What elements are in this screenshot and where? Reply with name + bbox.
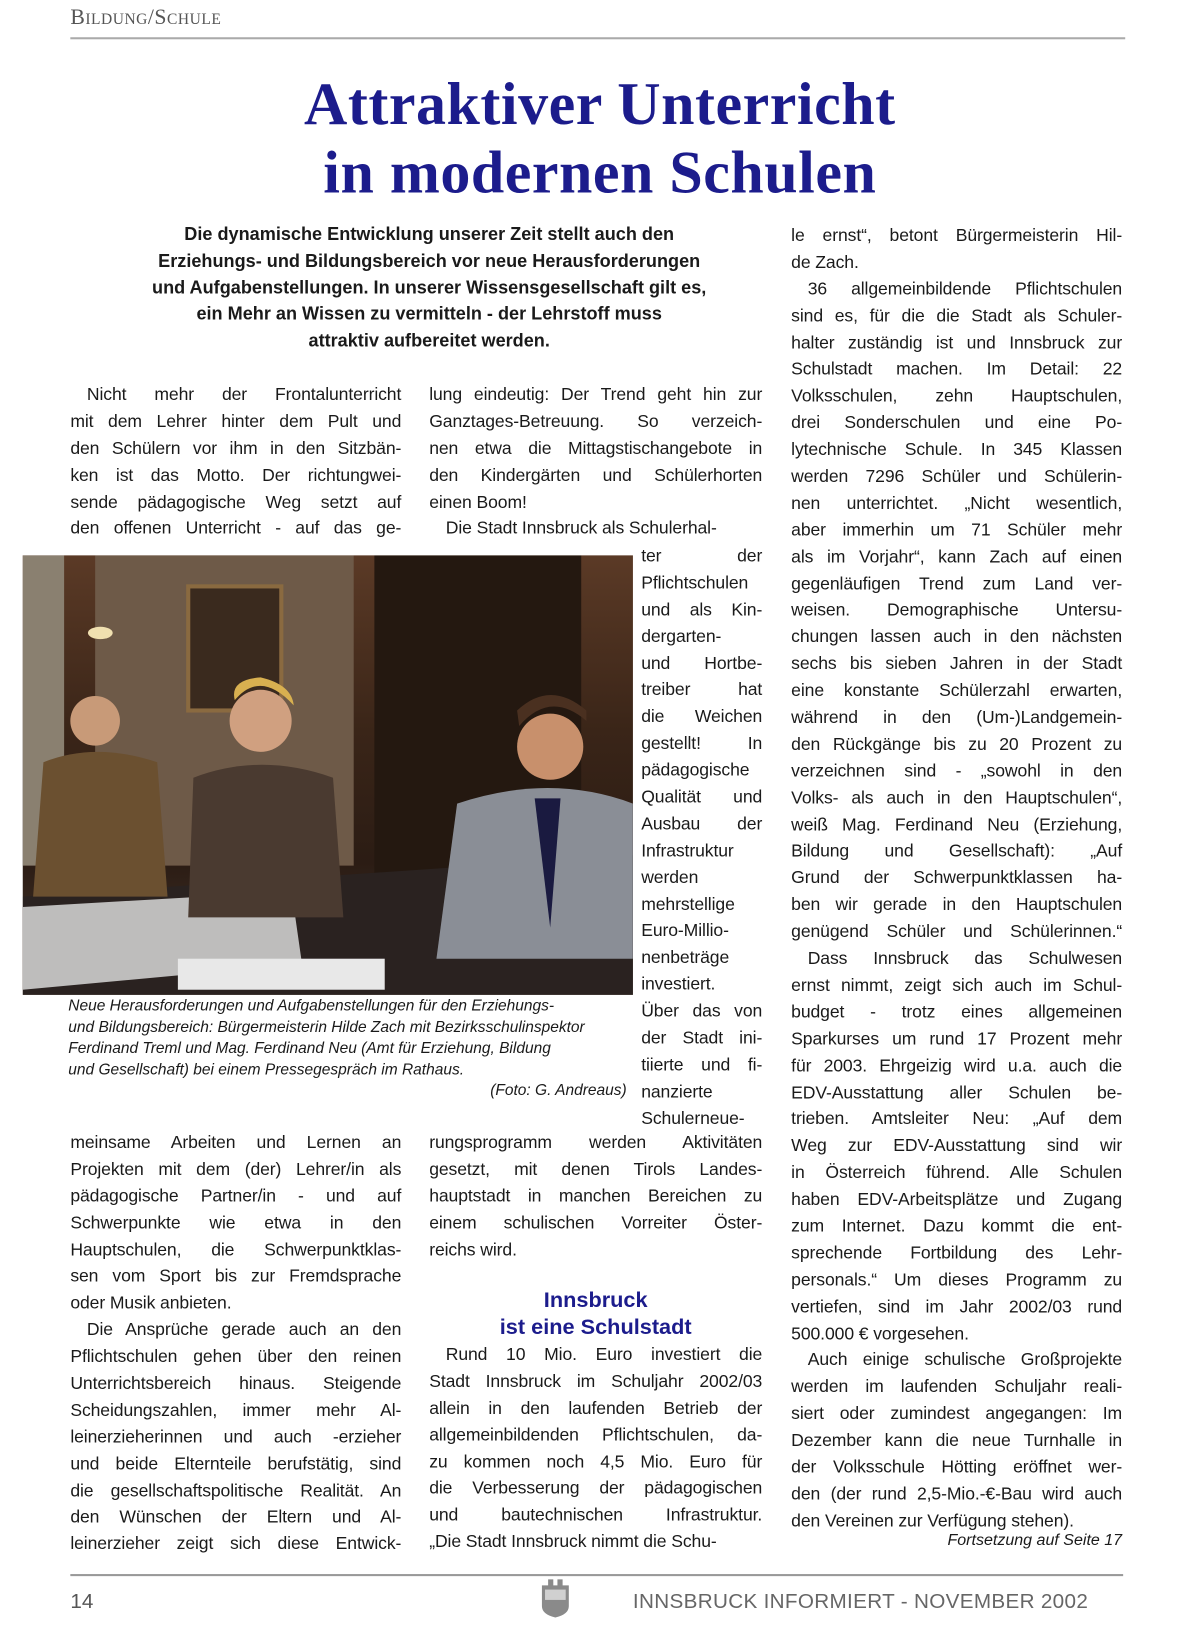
text-line: Infrastruktur	[641, 840, 734, 861]
text-line: trieben. Amtsleiter Neu: „Auf dem	[791, 1109, 1123, 1129]
text-line: siert oder zumindest angegangen: Im	[791, 1403, 1123, 1424]
lead-line: Die dynamische Entwicklung unserer Zeit stellt auch den	[184, 223, 675, 245]
text-line: Weg zur EDV-Ausstattung sind wir	[791, 1135, 1123, 1156]
text-line: und als Kin-	[641, 599, 763, 620]
text-line: in Österreich führend. Alle Schulen	[791, 1162, 1123, 1183]
column-2-top	[429, 382, 762, 543]
text-line: Dezember kann die neue Turnhalle in	[791, 1430, 1123, 1451]
text-line: nen unterrichtet. „Nicht wesentlich,	[791, 493, 1123, 513]
text-line: Ausbau der	[641, 813, 763, 834]
text-line: Scheidungszahlen, immer mehr Al-	[70, 1400, 402, 1420]
text-line: werden	[641, 867, 699, 888]
text-line: investiert.	[641, 974, 716, 995]
text-line: Die Ansprüche gerade auch an den	[86, 1319, 402, 1340]
text-line: Sparkurses um rund 17 Prozent mehr	[791, 1028, 1123, 1049]
text-line: und bautechnischen Infrastruktur.	[429, 1505, 763, 1525]
text-line: haben EDV-Arbeitsplätze und Zugang	[791, 1189, 1123, 1210]
text-line: 500.000 € vorgesehen.	[791, 1323, 969, 1343]
text-line: den offenen Unterricht - auf das ge-	[70, 518, 402, 539]
text-line: als im Vorjahr“, kann Zach auf einen	[791, 546, 1123, 567]
text-line: tiierte und fi-	[641, 1054, 763, 1075]
text-line: die Weichen	[641, 706, 763, 727]
text-line: ben wir gerade in den Hauptschulen	[791, 894, 1123, 915]
text-line: Euro-Millio-	[641, 920, 729, 941]
magazine-footer-title: INNSBRUCK INFORMIERT - NOVEMBER 2002	[632, 1590, 1089, 1614]
text-line: einem schulischen Vorreiter Öster-	[429, 1212, 763, 1233]
text-line: der Volksschule Hötting eröffnet wer-	[791, 1457, 1123, 1477]
text-line: Grund der Schwerpunktklassen ha-	[791, 868, 1123, 888]
text-line: hauptstadt in manchen Bereichen zu	[429, 1186, 763, 1206]
text-line: lung eindeutig: Der Trend geht hin zur	[429, 384, 763, 405]
caption-line: und Bildungsbereich: Bürgermeisterin Hilde Zach mit Bezirksschulinspektor	[68, 1018, 585, 1036]
lead-line: Erziehungs- und Bildungsbereich vor neue Herausforderungen	[158, 250, 701, 271]
text-line: die gesellschaftspolitische Realität. An	[70, 1480, 402, 1501]
text-line: den Wünschen der Eltern und Al-	[70, 1507, 402, 1527]
text-line: reichs wird.	[429, 1239, 517, 1260]
text-line: den Schülern vor ihm in den Sitzbän-	[70, 438, 402, 458]
column-1-top	[70, 382, 401, 543]
text-line: werden 7296 Schüler und Schülerin-	[791, 466, 1123, 487]
subheading	[429, 1288, 762, 1342]
text-line: Hauptschulen, die Schwerpunktklas-	[70, 1239, 402, 1260]
text-line: leinerzieherinnen und auch -erzieher	[70, 1426, 402, 1447]
text-line: Rund 10 Mio. Euro investiert die	[445, 1344, 763, 1365]
text-line: weisen. Demographische Untersu-	[791, 600, 1123, 620]
photo-credit: (Foto: G. Andreaus)	[490, 1081, 627, 1100]
text-line: sen vom Sport bis zur Fremdsprache	[70, 1266, 402, 1286]
text-line: allein in den laufenden Betrieb der	[429, 1398, 763, 1418]
text-line: nen etwa die Mittagstischangebote in	[429, 438, 763, 458]
text-line: „Die Stadt Innsbruck nimmt die Schu-	[429, 1531, 717, 1552]
column-2-middle	[429, 1129, 762, 1263]
text-line: den Kindergärten und Schülerhorten	[429, 465, 763, 485]
text-line: Auch einige schulische Großprojekte	[807, 1350, 1123, 1370]
text-line: drei Sonderschulen und eine Po-	[791, 412, 1123, 433]
text-line: halter zuständig ist und Innsbruck zur	[791, 332, 1123, 353]
text-line: gesetzt, mit denen Tirols Landes-	[429, 1159, 763, 1179]
text-line: zu kommen noch 4,5 Mio. Euro für	[429, 1451, 763, 1472]
text-line: Über das von	[641, 1001, 763, 1021]
text-line: Nicht mehr der Frontalunterricht	[86, 384, 402, 405]
text-line: nenbeträge	[641, 947, 730, 968]
header-divider	[70, 37, 1125, 39]
page-number: 14	[70, 1590, 94, 1614]
text-line: der Stadt ini-	[641, 1028, 763, 1048]
text-line: leinerzieher zeigt sich diese Entwick-	[70, 1534, 402, 1554]
text-line: sechs bis sieben Jahren in der Stadt	[791, 653, 1123, 674]
text-line: dergarten-	[641, 626, 722, 647]
text-line: Ganztages-Betreuung. So verzeich-	[429, 411, 763, 432]
text-line: sind es, für die die Stadt als Schuler-	[791, 305, 1123, 326]
text-line: Volksschulen, zehn Hauptschulen,	[791, 386, 1123, 406]
subheading-line: ist eine Schulstadt	[499, 1315, 692, 1340]
text-line: rungsprogramm werden Aktivitäten	[429, 1132, 763, 1153]
text-line: Bildung und Gesellschaft): „Auf	[791, 841, 1123, 861]
text-line: ernst nimmt, zeigt sich auch im Schul-	[791, 975, 1123, 995]
text-line: Stadt Innsbruck im Schuljahr 2002/03	[429, 1371, 763, 1391]
title-line: in modernen Schulen	[323, 138, 877, 206]
text-line: während in den (Um-)Landgemein-	[791, 707, 1123, 728]
text-line: Schwerpunkte wie etwa in den	[70, 1212, 402, 1233]
text-line: zum Internet. Dazu kommt die ent-	[791, 1216, 1123, 1236]
text-line: den (der rund 2,5-Mio.-€-Bau wird auch	[791, 1483, 1123, 1504]
text-line: de Zach.	[791, 252, 859, 272]
lead-line: ein Mehr an Wissen zu vermitteln - der Lehrstoff muss	[196, 303, 662, 325]
text-line: lytechnische Schule. In 345 Klassen	[791, 439, 1123, 460]
column-3	[791, 222, 1122, 1534]
section-header: Bildung/Schule	[70, 4, 222, 29]
text-line: Pflichtschulen	[641, 572, 749, 593]
text-line: chungen lassen auch in den nächsten	[791, 627, 1123, 647]
lead-line: attraktiv aufbereitet werden.	[308, 330, 550, 351]
photo-caption	[68, 996, 626, 1102]
text-line: ter der	[641, 546, 763, 566]
text-line: pädagogische Partner/in - und auf	[70, 1186, 402, 1206]
text-line: und beide Elternteile berufstätig, sind	[70, 1453, 402, 1474]
text-line: gestellt! In	[641, 733, 763, 754]
text-line: und Hortbe-	[641, 653, 763, 673]
text-line: Unterrichtsbereich hinaus. Steigende	[70, 1373, 402, 1394]
article-title	[207, 70, 993, 207]
text-line: verzeichnen sind - „sowohl in den	[791, 760, 1123, 781]
text-line: 36 allgemeinbildende Pflichtschulen	[807, 279, 1123, 299]
lead-line: und Aufgabenstellungen. In unserer Wissensgesellschaft gilt es,	[152, 276, 707, 298]
text-line: für 2003. Ehrgeizig wird u.a. auch die	[791, 1055, 1123, 1076]
text-line: weiß Mag. Ferdinand Neu (Erziehung,	[791, 814, 1123, 835]
text-line: die Verbesserung der pädagogischen	[429, 1478, 763, 1498]
text-line: nanzierte	[641, 1081, 713, 1102]
text-line: Pflichtschulen gehen über den reinen	[70, 1346, 402, 1367]
text-line: sende pädagogische Weg setzt auf	[70, 491, 402, 512]
text-line: budget - trotz eines allgemeinen	[791, 1001, 1123, 1022]
column-2-bottom	[429, 1341, 762, 1555]
text-line: den Vereinen zur Verfügung stehen).	[791, 1510, 1074, 1531]
text-line: oder Musik anbieten.	[70, 1293, 232, 1313]
article-lead	[83, 221, 776, 354]
press-conference-photo	[23, 555, 633, 995]
text-line: pädagogische	[641, 760, 750, 780]
column-2-narrow	[641, 543, 762, 1132]
text-line: den Rückgänge bis zu 20 Prozent zu	[791, 734, 1123, 754]
text-line: gegenläufigen Trend zum Land ver-	[791, 573, 1123, 594]
text-line: Volks- als auch in den Hauptschulen“,	[791, 787, 1123, 808]
text-line: werden im laufenden Schuljahr reali-	[791, 1376, 1123, 1397]
text-line: eine konstante Schülerzahl erwarten,	[791, 680, 1123, 701]
caption-line: und Gesellschaft) bei einem Pressegespräch im Rathaus.	[68, 1060, 465, 1079]
text-line: sprechende Fortbildung des Lehr-	[791, 1242, 1123, 1263]
title-line: Attraktiver Unterricht	[304, 70, 896, 138]
text-line: Dass Innsbruck das Schulwesen	[807, 948, 1123, 969]
text-line: treiber hat	[641, 679, 763, 700]
continuation-note: Fortsetzung auf Seite 17	[947, 1531, 1123, 1550]
column-1-bottom	[70, 1129, 401, 1557]
text-line: personals.“ Um dieses Programm zu	[791, 1269, 1123, 1290]
text-line: Die Stadt Innsbruck als Schulerhal-	[445, 518, 717, 539]
innsbruck-coat-of-arms-logo	[540, 1579, 571, 1618]
caption-line: Ferdinand Treml und Mag. Ferdinand Neu (Amt für Erziehung, Bildung	[68, 1039, 551, 1057]
text-line: meinsame Arbeiten und Lernen an	[70, 1132, 402, 1153]
text-line: mehrstellige	[641, 894, 735, 914]
text-line: ken ist das Motto. Der richtungwei-	[70, 465, 402, 485]
caption-line: Neue Herausforderungen und Aufgabenstellungen für den Erziehungs-	[68, 996, 555, 1015]
text-line: EDV-Ausstattung aller Schulen be-	[791, 1082, 1123, 1102]
text-line: allgemeinbildenden Pflichtschulen, da-	[429, 1424, 763, 1445]
text-line: einen Boom!	[429, 491, 527, 512]
footer-divider	[70, 1574, 1123, 1576]
text-line: le ernst“, betont Bürgermeisterin Hil-	[791, 225, 1123, 246]
text-line: Qualität und	[641, 787, 763, 807]
text-line: Projekten mit dem (der) Lehrer/in als	[70, 1159, 402, 1179]
text-line: genügend Schüler und Schülerinnen.“	[791, 921, 1123, 942]
photo-image	[23, 555, 633, 995]
text-line: Schulerneue-	[641, 1108, 745, 1129]
text-line: aber immerhin um 71 Schüler mehr	[791, 519, 1123, 540]
text-line: Schulstadt machen. Im Detail: 22	[791, 359, 1123, 379]
text-line: mit dem Lehrer hinter dem Pult und	[70, 411, 402, 432]
subheading-line: Innsbruck	[543, 1288, 648, 1313]
text-line: vertiefen, sind im Jahr 2002/03 rund	[791, 1296, 1123, 1317]
